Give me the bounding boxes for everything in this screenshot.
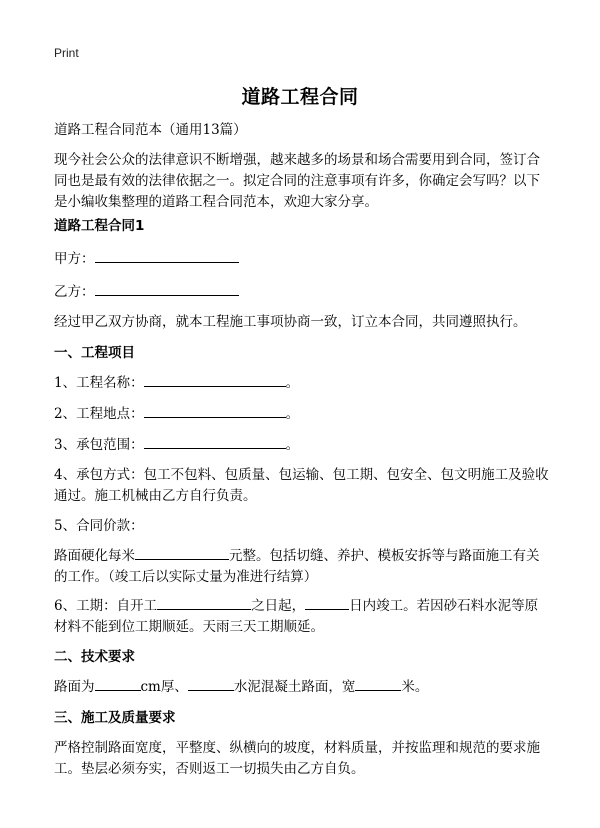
price-suffix: 元整。包括切缝、养护、模板安拆等与路面施工有关的工作。（竣工后以实际丈量为准进行结算） [54,548,540,585]
contract-scope-label: 3、承包范围： [54,437,144,453]
period-days-blank [305,596,349,610]
intro-paragraph: 现今社会公众的法律意识不断增强，越来越多的场景和场合需要用到合同，签订合同也是最有效的法律依据之一。拟定合同的注意事项有许多，你确定会写吗？以下是小编收集整理的道路工程合同范本，欢迎大家分享。 [54,152,540,210]
project-name-line [54,373,550,394]
road-grade-blank [188,677,234,691]
print-link[interactable]: Print [54,46,79,60]
road-spec-line [54,677,550,698]
period-prefix: 6、工期：自开工 [54,598,158,614]
party-b-line [54,282,550,303]
period-paragraph [54,596,550,638]
party-b-label: 乙方： [54,284,95,300]
road-prefix: 路面为 [54,679,95,695]
project-name-label: 1、工程名称： [54,375,144,391]
road-width-blank [355,677,401,691]
document-subtitle: 道路工程合同范本（通用13篇） [54,122,247,138]
section-1-title: 道路工程合同1 [54,218,145,234]
contract-scope-end: 。 [285,437,300,453]
quality-heading: 三、施工及质量要求 [54,710,176,726]
project-location-line [54,404,550,425]
project-heading: 一、工程项目 [54,345,135,361]
project-name-blank [144,373,286,387]
road-mid-1: cm厚、 [140,679,188,695]
period-suffix: 日内竣工。若因砂石料水泥等原材料不能到位工期顺延。天雨三天工期顺延。 [54,598,539,635]
project-location-end: 。 [285,406,300,422]
contract-scope-blank [144,435,286,449]
period-start-blank [157,596,251,610]
project-name-end: 。 [285,375,300,391]
road-suffix: 米。 [401,679,429,695]
road-mid-2: 水泥混凝土路面，宽 [233,679,356,695]
price-prefix: 路面硬化每米 [54,548,135,564]
price-paragraph [54,546,550,588]
period-mid: 之日起， [251,598,306,614]
project-location-blank [144,404,286,418]
party-a-line [54,249,550,270]
road-thickness-blank [95,677,141,691]
price-blank [135,546,229,560]
agreement-paragraph: 经过甲乙双方协商，就本工程施工事项协商一致，订立本合同，共同遵照执行。 [54,314,527,330]
party-b-blank [95,282,239,296]
tech-heading: 二、技术要求 [54,649,135,665]
contract-price-label: 5、合同价款： [54,518,144,534]
contract-method-paragraph: 4、承包方式：包工不包料、包质量、包运输、包工期、包安全、包文明施工及验收通过。施工机械由乙方自行负责。 [54,467,549,504]
contract-scope-line [54,435,550,456]
project-location-label: 2、工程地点： [54,406,144,422]
party-a-label: 甲方： [54,251,95,267]
quality-paragraph: 严格控制路面宽度，平整度、纵横向的坡度，材料质量，并按监理和规范的要求施工。垫层必须夯实，否则返工一切损失由乙方自负。 [54,740,540,777]
document-title: 道路工程合同 [241,86,359,108]
party-a-blank [95,249,239,263]
